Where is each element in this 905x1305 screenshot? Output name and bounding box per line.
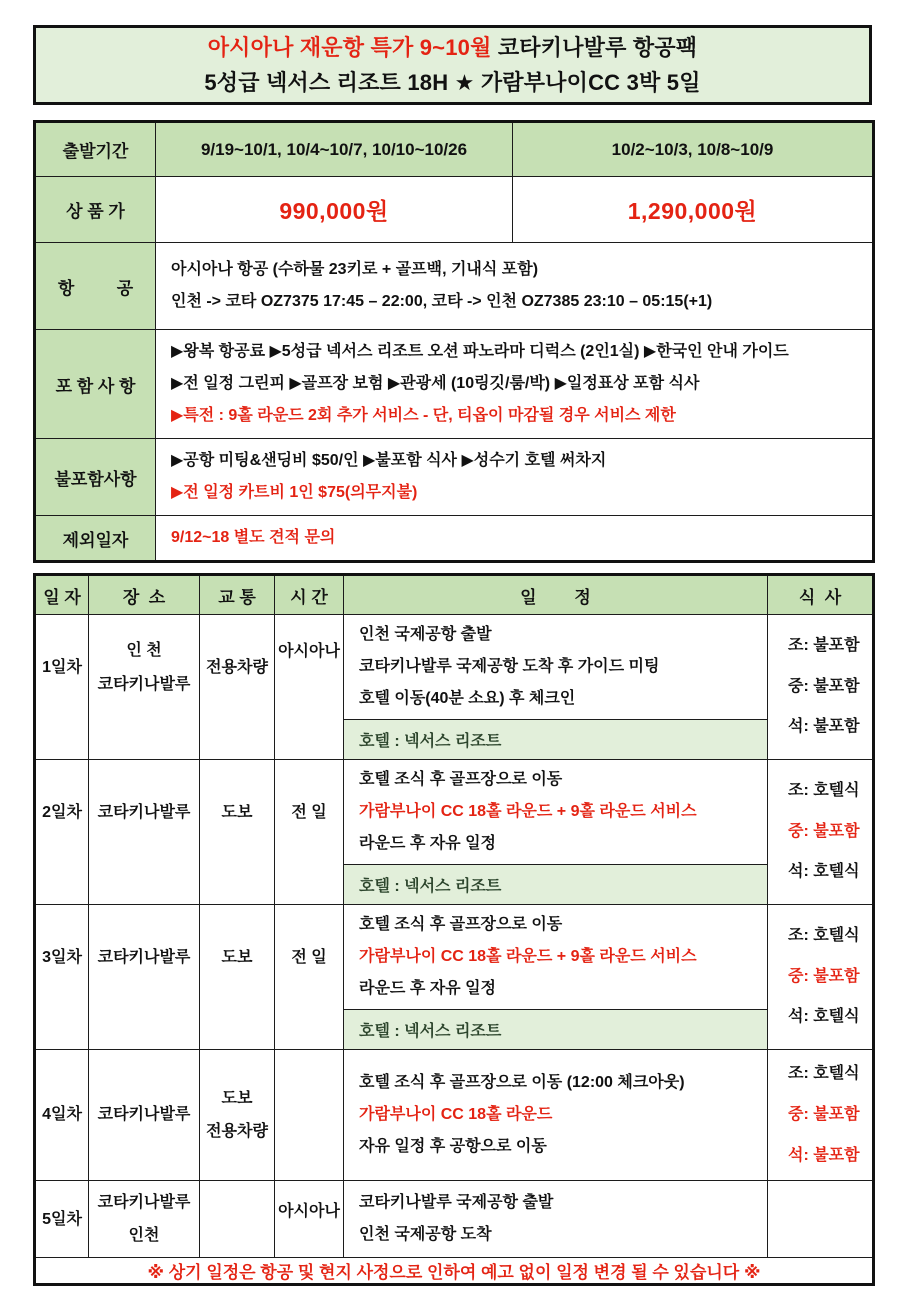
day1-label: 1일차: [35, 615, 89, 760]
day3-time: 전 일: [275, 905, 344, 1050]
day2-meal-lunch: 중: 불포함: [788, 822, 860, 840]
flight-row: [35, 243, 874, 330]
day3-row: [35, 905, 874, 1010]
day5-itinerary: [344, 1181, 768, 1258]
day5-row: [35, 1181, 874, 1258]
day1-meals: [768, 615, 874, 760]
day1-time: 아시아나: [275, 615, 344, 760]
day4-itinerary-line3: 자유 일정 후 공항으로 이동: [359, 1138, 547, 1156]
day4-time: [275, 1050, 344, 1181]
day3-meal-lunch: 중: 불포함: [788, 967, 860, 985]
day4-itinerary-line1: 호텔 조식 후 골프장으로 이동 (12:00 체크아웃): [359, 1074, 685, 1092]
day5-label: 5일차: [35, 1181, 89, 1258]
day2-hotel: 호텔 : 넥서스 리조트: [344, 865, 768, 905]
day4-place: 코타키나발루: [89, 1050, 200, 1181]
day3-itinerary-line1: 호텔 조식 후 골프장으로 이동: [359, 916, 563, 933]
day5-itinerary-line1: 코타키나발루 국제공항 출발: [359, 1194, 554, 1212]
flight-label: 항 공: [35, 243, 156, 330]
price-row: [35, 177, 874, 243]
day4-row: [35, 1050, 874, 1181]
footer-note-row: [35, 1258, 874, 1285]
day3-meal-breakfast: 조: 호텔식: [788, 926, 860, 944]
title-box: [33, 25, 872, 105]
day1-meal-lunch: 중: 불포함: [788, 677, 860, 695]
day1-place: [89, 615, 200, 760]
header-place: 장 소: [89, 575, 200, 615]
departure-period-1: 9/19~10/1, 10/4~10/7, 10/10~10/26: [156, 122, 513, 177]
day3-label: 3일차: [35, 905, 89, 1050]
title-rest: 코타키나발루 항공팩: [491, 34, 698, 60]
footer-note: ※ 상기 일정은 항공 및 현지 사정으로 인하여 예고 없이 일정 변경 될 수 있습니다 ※: [35, 1258, 874, 1285]
day3-meals: [768, 905, 874, 1050]
schedule-table: [33, 573, 875, 1286]
included-details: [156, 330, 874, 439]
day5-time: 아시아나: [275, 1181, 344, 1258]
header-meals: 식 사: [768, 575, 874, 615]
day2-itinerary: [344, 760, 768, 865]
day3-meal-dinner: 석: 호텔식: [788, 1008, 860, 1026]
day4-itinerary: [344, 1050, 768, 1181]
departure-row: [35, 122, 874, 177]
day1-place-line2: 코타키나발루: [97, 676, 191, 693]
departure-period-2: 10/2~10/3, 10/8~10/9: [513, 122, 874, 177]
day2-itinerary-line1: 호텔 조식 후 골프장으로 이동: [359, 771, 563, 788]
product-info-table: [33, 120, 875, 563]
day1-meal-dinner: 석: 불포함: [788, 718, 860, 736]
day3-transport: 도보: [200, 905, 275, 1050]
included-line-3: ▶특전 : 9홀 라운드 2회 추가 서비스 - 단, 티옵이 마감될 경우 서비스 제한: [171, 407, 676, 424]
day4-meal-dinner: 석: 불포함: [788, 1146, 860, 1164]
day2-itinerary-line2: 가람부나이 CC 18홀 라운드 + 9홀 라운드 서비스: [359, 803, 697, 820]
day2-meal-breakfast: 조: 호텔식: [788, 781, 860, 799]
travel-product-sheet: [0, 25, 905, 1305]
flight-details: [156, 243, 874, 330]
price-label: 상 품 가: [35, 177, 156, 243]
day4-itinerary-line2: 가람부나이 CC 18홀 라운드: [359, 1106, 553, 1124]
day5-meals: [768, 1181, 874, 1258]
day1-itinerary-line2: 코타키나발루 국제공항 도착 후 가이드 미팅: [359, 658, 660, 675]
day1-itinerary-line3: 호텔 이동(40분 소요) 후 체크인: [359, 690, 576, 707]
excluded-dates-value: 9/12~18 별도 견적 문의: [156, 516, 874, 562]
day2-row: [35, 760, 874, 865]
included-line-2: ▶전 일정 그린피 ▶골프장 보험 ▶관광세 (10링깃/룸/박) ▶일정표상 포함 식사: [171, 375, 700, 392]
flight-line-1: 아시아나 항공 (수하물 23키로 + 골프백, 기내식 포함): [171, 261, 539, 278]
header-itinerary: 일 정: [344, 575, 768, 615]
day2-label: 2일차: [35, 760, 89, 905]
day2-place: 코타키나발루: [89, 760, 200, 905]
excluded-line-1: ▶공항 미팅&샌딩비 $50/인 ▶불포함 식사 ▶성수기 호텔 써차지: [171, 452, 607, 469]
day2-itinerary-line3: 라운드 후 자유 일정: [359, 835, 496, 852]
day5-place: [89, 1181, 200, 1258]
day5-place-line2: 인천: [128, 1227, 160, 1245]
day4-meals: [768, 1050, 874, 1181]
departure-label: 출발기간: [35, 122, 156, 177]
day2-meal-dinner: 석: 호텔식: [788, 863, 860, 881]
day4-meal-breakfast: 조: 호텔식: [788, 1065, 860, 1082]
excluded-row: [35, 439, 874, 516]
header-transport: 교 통: [200, 575, 275, 615]
excluded-label: 불포함사항: [35, 439, 156, 516]
header-time: 시 간: [275, 575, 344, 615]
day2-transport: 도보: [200, 760, 275, 905]
day2-time: 전 일: [275, 760, 344, 905]
price-2: 1,290,000원: [513, 177, 874, 243]
excluded-line-2: ▶전 일정 카트비 1인 $75(의무지불): [171, 484, 418, 501]
day1-row: [35, 615, 874, 720]
title-highlight: 아시아나 재운항 특가 9~10월: [207, 34, 492, 60]
day1-place-line1: 인 천: [126, 642, 162, 660]
title-line-2: 5성급 넥서스 리조트 18H ★ 가람부나이CC 3박 5일: [204, 70, 701, 95]
day1-meal-breakfast: 조: 불포함: [788, 636, 860, 654]
included-row: [35, 330, 874, 439]
day1-hotel: 호텔 : 넥서스 리조트: [344, 720, 768, 760]
schedule-header-row: [35, 575, 874, 615]
header-day: 일 자: [35, 575, 89, 615]
day3-itinerary-line3: 라운드 후 자유 일정: [359, 980, 496, 997]
price-1: 990,000원: [156, 177, 513, 243]
excluded-dates-label: 제외일자: [35, 516, 156, 562]
day1-transport: 전용차량: [200, 615, 275, 760]
day3-itinerary-line2: 가람부나이 CC 18홀 라운드 + 9홀 라운드 서비스: [359, 948, 697, 965]
included-label: 포 함 사 항: [35, 330, 156, 439]
day5-place-line1: 코타키나발루: [97, 1193, 191, 1211]
day1-itinerary-line1: 인천 국제공항 출발: [359, 626, 492, 643]
day4-transport-line2: 전용차량: [206, 1123, 268, 1141]
day3-place: 코타키나발루: [89, 905, 200, 1050]
title-line-1: [208, 30, 698, 65]
day3-itinerary: [344, 905, 768, 1010]
excluded-dates-row: [35, 516, 874, 562]
day4-label: 4일차: [35, 1050, 89, 1181]
day5-itinerary-line2: 인천 국제공항 도착: [359, 1226, 492, 1244]
flight-line-2: 인천 -> 코타 OZ7375 17:45 – 22:00, 코타 -> 인천 OZ7385 23:10 – 05:15(+1): [171, 293, 713, 310]
excluded-details: [156, 439, 874, 516]
day3-hotel: 호텔 : 넥서스 리조트: [344, 1010, 768, 1050]
day2-meals: [768, 760, 874, 905]
day4-transport-line1: 도보: [221, 1089, 253, 1107]
day5-transport: [200, 1181, 275, 1258]
included-line-1: ▶왕복 항공료 ▶5성급 넥서스 리조트 오션 파노라마 디럭스 (2인1실) ▶한국인 안내 가이드: [171, 343, 789, 360]
day4-transport: [200, 1050, 275, 1181]
day4-meal-lunch: 중: 불포함: [788, 1105, 860, 1123]
day1-itinerary: [344, 615, 768, 720]
